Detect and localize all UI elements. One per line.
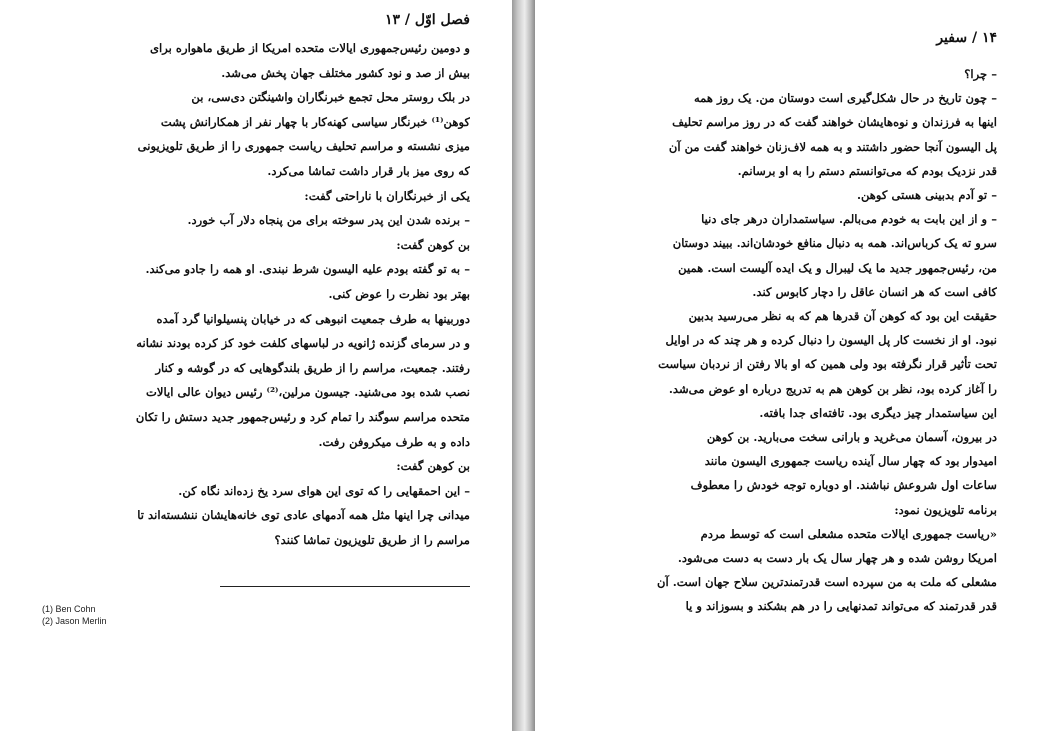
text-line: بیش از صد و نود کشور مختلف جهان پخش می‌شد. xyxy=(221,65,470,80)
text-line: میدانی چرا اینها مثل همه آدمهای عادی توی خانه‌هایشان ننشسته‌اند تا xyxy=(137,508,470,523)
text-line: رفتند. جمعیت، مراسم را از طریق بلندگوهایی که در گوشه و کنار xyxy=(155,360,470,375)
text-line: «ریاست جمهوری ایالات متحده مشعلی است که توسط مردم xyxy=(700,526,997,541)
text-line: – به تو گفته بودم علیه الیسون شرط نبندی. او همه را جادو می‌کند. xyxy=(145,262,470,277)
text-line: در بیرون، آسمان می‌غرید و بارانی سخت می‌بارید. بن کوهن xyxy=(706,430,997,445)
text-line: – چرا؟ xyxy=(964,67,997,81)
text-line: بن کوهن گفت: xyxy=(396,459,470,474)
text-line: کوهن⁽¹⁾ خبرنگار سیاسی کهنه‌کار با چهار نفر از همکارانش پشت xyxy=(160,114,470,129)
text-line: نبود. او از نخست کار پل الیسون را دنبال کرده و هر چند که در اوایل xyxy=(665,333,997,348)
text-line: قدر نزدیک بودم که می‌توانستم دستم را به او برسانم. xyxy=(737,163,997,178)
text-line: سرو ته یک کرباس‌اند. همه به دنبال منافع خودشان‌اند. ببیند دوستان xyxy=(672,236,997,251)
text-line: اینها به فرزندان و نوه‌هایشان خواهند گفت که در روز مراسم تحلیف xyxy=(672,115,997,130)
text-line: مراسم را از طریق تلویزیون تماشا کنند؟ xyxy=(274,532,470,547)
text-line: بهتر بود نظرت را عوض کنی. xyxy=(328,286,470,301)
text-line: یکی از خبرنگاران با ناراحتی گفت: xyxy=(304,188,470,203)
text-line: دوربینها به طرف جمعیت انبوهی که در خیابان پنسیلوانیا گرد آمده xyxy=(156,311,470,326)
text-line: قدر قدرتمند که می‌تواند تمدنهایی را در هم بشکند و بسوزاند و یا xyxy=(685,599,997,614)
right-page xyxy=(535,0,1047,731)
text-line: کافی است که هر انسان عاقل را دچار کابوس کند. xyxy=(752,284,997,299)
text-line: ساعات اول شروعش نباشند. او دوباره توجه خودش را معطوف xyxy=(690,478,997,493)
right-body-text xyxy=(605,62,997,619)
footnote: (1) Ben Cohn xyxy=(42,604,96,615)
left-running-head: فصل اوّل / ۱۳ xyxy=(384,12,470,28)
footnote-rule xyxy=(220,586,470,587)
text-line: و در سرمای گزنده ژانویه در لباسهای کلفت خود کز کرده بودند نشانه xyxy=(136,336,470,351)
text-line: مشعلی که ملت به من سپرده است قدرتمندترین سلاح جهان است. آن xyxy=(656,575,997,590)
text-line: تحت تأثیر قرار نگرفته بود ولی همین که او بالا رفتن از نردبان سیاست xyxy=(658,357,997,372)
text-line: امریکا روشن شده و هر چهار سال یک بار دست به دست می‌شود. xyxy=(677,551,997,566)
text-line: در بلک روستر محل تجمع خبرنگاران واشینگتن دی‌سی، بن xyxy=(191,90,470,105)
text-line: من، رئیس‌جمهور جدید ما یک لیبرال و یک ایده آلیست است. همین xyxy=(678,260,997,275)
text-line: و دومین رئیس‌جمهوری ایالات متحده امریکا از طریق ماهواره برای xyxy=(149,41,470,55)
left-page xyxy=(0,0,512,731)
text-line: امیدوار بود که چهار سال آینده ریاست جمهوری الیسون مانند xyxy=(704,454,997,469)
text-line: که روی میز بار قرار داشت تماشا می‌کرد. xyxy=(267,163,470,178)
right-running-head: ۱۴ / سفیر xyxy=(936,30,997,46)
text-line: – تو آدم بدبینی هستی کوهن. xyxy=(856,188,997,203)
text-line: متحده مراسم سوگند را تمام کرد و رئیس‌جمهور جدید دستش را تکان xyxy=(135,409,470,424)
text-line: حقیقت این بود که کوهن آن قدرها هم که به نظر می‌رسید بدبین xyxy=(688,309,997,324)
text-line: برنامه تلویزیون نمود: xyxy=(894,502,997,517)
text-line: داده و به طرف میکروفن رفت. xyxy=(318,434,470,449)
text-line: – و از این بابت به خودم می‌بالم. سیاستمداران درهر جای دنیا xyxy=(701,212,997,227)
text-line: نصب شده بود می‌شنید. جیسون مرلین،⁽²⁾ رئیس دیوان عالی ایالات xyxy=(145,385,470,400)
text-line: – این احمقهایی را که توی این هوای سرد یخ زده‌اند نگاه کن. xyxy=(178,483,470,498)
text-line: این سیاستمدار چیز دیگری بود. تافته‌ای جدا بافته. xyxy=(759,405,997,420)
text-line: پل الیسون آنجا حضور داشتند و به همه لاف‌زنان خواهند گفت من آن xyxy=(668,139,997,154)
text-line: – برنده شدن این پدر سوخته برای من پنجاه دلار آب خورد. xyxy=(187,213,470,228)
footnotes xyxy=(42,603,470,627)
text-line: میزی نشسته و مراسم تحلیف ریاست جمهوری را از طریق تلویزیونی xyxy=(137,139,470,154)
text-line: بن کوهن گفت: xyxy=(396,237,470,252)
text-line: را آغاز کرده بود، نظر بن کوهن هم به تدریج درباره او عوض می‌شد. xyxy=(668,381,997,396)
footnote: (2) Jason Merlin xyxy=(42,616,107,627)
left-body-text xyxy=(62,36,470,552)
text-line: – چون تاریخ در حال شکل‌گیری است دوستان من. یک روز همه xyxy=(693,91,997,106)
book-gutter xyxy=(512,0,535,731)
